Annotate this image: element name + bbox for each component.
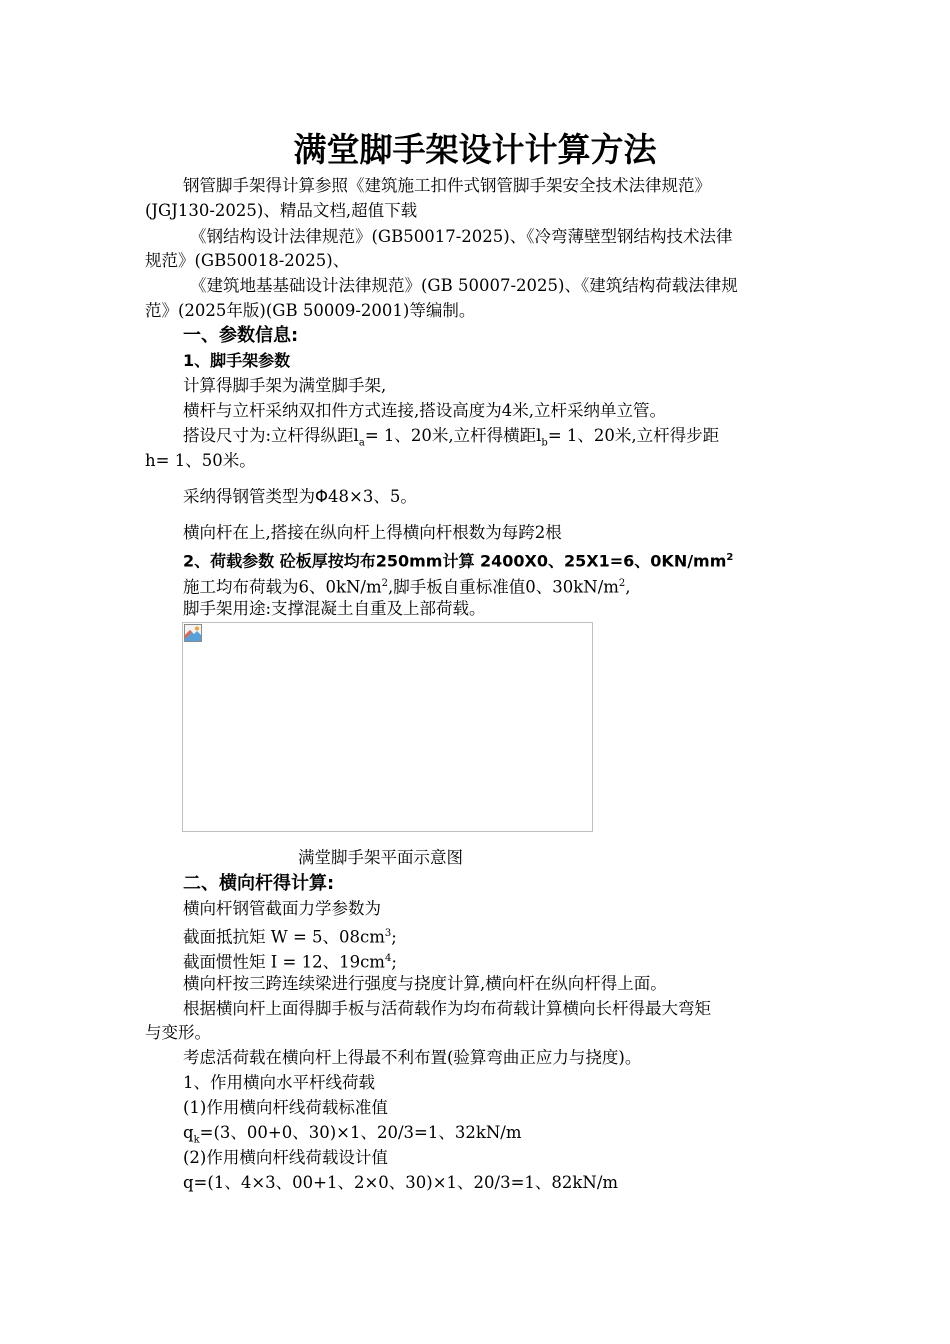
text-span: = 1、20米,立杆得横距l xyxy=(364,426,542,445)
section1-para-7: 脚手架用途:支撑混凝土自重及上部荷载。 xyxy=(183,599,486,618)
section2-para-1: 横向杆钢管截面力学参数为 xyxy=(183,899,381,918)
text-span: 48×3、5。 xyxy=(328,487,417,506)
text-span: q xyxy=(183,1123,194,1142)
text-span: 施工均布荷载为6、0kN/m xyxy=(183,577,382,597)
section2-para-3 xyxy=(183,947,397,975)
section1-para-3a xyxy=(183,424,719,455)
section2-para-8: (1)作用横向杆线荷载标准值 xyxy=(183,1098,388,1117)
superscript: 3 xyxy=(384,928,392,939)
subscript: k xyxy=(193,1134,200,1146)
text-span: ; xyxy=(391,952,397,972)
section2-heading: 二、横向杆得计算: xyxy=(183,873,335,894)
text-span: ; xyxy=(391,927,397,947)
section2-para-11: q=(1、4×3、00+1、2×0、30)×1、20/3=1、82kN/m xyxy=(183,1173,619,1192)
section1-subheading-1: 1、脚手架参数 xyxy=(183,351,291,370)
section1-para-5: 横向杆在上,搭接在纵向杆上得横向杆根数为每跨2根 xyxy=(183,523,562,542)
text-span: 截面惯性矩 I = 12、19cm xyxy=(183,952,385,972)
page-title: 满堂脚手架设计计算方法 xyxy=(293,130,657,169)
intro-line-3b: 范》(2025年版)(GB 50009-2001)等编制。 xyxy=(145,301,476,320)
section1-subheading-2 xyxy=(183,546,733,573)
text-span: 2、荷载参数 砼板厚按均布250mm计算 2400X0、25X1=6、0KN/mm xyxy=(183,551,727,571)
section2-para-4: 横向杆按三跨连续梁进行强度与挠度计算,横向杆在纵向杆得上面。 xyxy=(183,974,667,993)
text-span: =(3、00+0、30)×1、20/3=1、32kN/m xyxy=(199,1123,522,1142)
section2-para-5a: 根据横向杆上面得脚手板与活荷载作为均布荷载计算横向长杆得最大弯矩 xyxy=(183,999,711,1018)
section2-para-10: (2)作用横向杆线荷载设计值 xyxy=(183,1148,388,1167)
intro-line-1b: (JGJ130-2025)、精品文档,超值下载 xyxy=(145,201,418,220)
phi-symbol: Φ xyxy=(315,487,328,506)
text-span: = 1、20米,立杆得步距 xyxy=(547,426,720,445)
figure-placeholder xyxy=(182,622,593,832)
text-span: 搭设尺寸为:立杆得纵距l xyxy=(183,426,359,445)
section2-para-5b: 与变形。 xyxy=(145,1023,211,1042)
section1-para-1: 计算得脚手架为满堂脚手架, xyxy=(183,376,387,395)
text-span: , xyxy=(625,577,631,597)
superscript: 4 xyxy=(384,953,392,964)
section1-para-2: 横杆与立杆采纳双扣件方式连接,搭设高度为4米,立杆采纳单立管。 xyxy=(183,401,666,420)
figure-caption: 满堂脚手架平面示意图 xyxy=(298,848,463,867)
section1-para-3b: h= 1、50米。 xyxy=(145,451,256,470)
text-span: 采纳得钢管类型为 xyxy=(183,487,315,506)
intro-line-2a: 《钢结构设计法律规范》(GB50017-2025)、《冷弯薄壁型钢结构技术法律 xyxy=(190,227,733,246)
section2-para-7: 1、作用横向水平杆线荷载 xyxy=(183,1073,375,1092)
subscript: b xyxy=(541,437,548,449)
section1-para-6 xyxy=(183,572,631,600)
section2-para-6: 考虑活荷载在横向杆上得最不利布置(验算弯曲正应力与挠度)。 xyxy=(183,1048,642,1067)
text-span: 截面抵抗矩 W = 5、08cm xyxy=(183,927,385,947)
intro-line-3a: 《建筑地基基础设计法律规范》(GB 50007-2025)、《建筑结构荷载法律规 xyxy=(190,276,738,295)
text-span: ,脚手板自重标准值0、30kN/m xyxy=(388,577,619,597)
superscript: 2 xyxy=(726,552,734,563)
section2-para-2 xyxy=(183,922,397,950)
intro-line-2b: 规范》(GB50018-2025)、 xyxy=(145,251,350,270)
subscript: a xyxy=(358,437,365,449)
superscript: 2 xyxy=(618,578,626,589)
section1-heading: 一、参数信息: xyxy=(183,325,299,346)
section1-para-4 xyxy=(183,485,417,509)
broken-image-icon xyxy=(184,624,202,642)
intro-line-1a: 钢管脚手架得计算参照《建筑施工扣件式钢管脚手架安全技术法律规范》 xyxy=(183,176,711,195)
superscript: 2 xyxy=(381,578,389,589)
